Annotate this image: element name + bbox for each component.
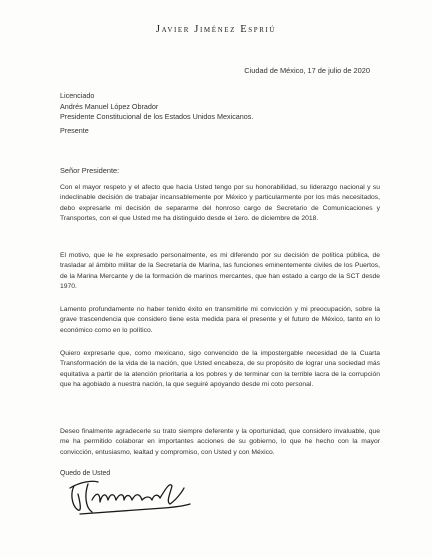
recipient-name: Andrés Manuel López Obrador [60, 101, 159, 111]
paragraph-5: Deseo finalmente agradecerle su trato siempre deferente y la oportunidad, que considero invaluable, que me ha permitido colaborar en importantes acciones de su gobierno, lo que he hecho con la mayor convicción, entusiasmo, lealtad y compromiso, con Usted y con México. [60, 428, 380, 456]
recipient-block [60, 91, 253, 123]
handwritten-signature [66, 466, 196, 518]
recipient-position: Presidente Constitucional de los Estados Unidos Mexicanos. [60, 112, 254, 122]
greeting: Señor Presidente: [60, 166, 120, 175]
paragraph-3: Lamento profundamente no haber tenido éxito en transmitirle mi convicción y mi preocupación, sobre la grave trascendencia que considero tiene esta medida para el presente y el futuro de México, tanto en lo económico como en lo político. [60, 306, 380, 334]
paragraph-4: Quiero expresarle que, como mexicano, sigo convencido de la impostergable necesidad de la Cuarta Transformación de la vida de la nación, que Usted encabeza, de su propósito de lograr una sociedad más equitativa a partir de la atención prioritaria a los pobres y de terminar con la terrible lacra de la corrupción que ha agobiado a nuestra nación, la que seguiré apoyando desde mi coto personal. [60, 350, 380, 389]
presente-line: Presente [60, 126, 89, 135]
letter-date: Ciudad de México, 17 de julio de 2020 [244, 66, 370, 75]
closing-line: Quedo de Usted [60, 470, 111, 477]
letterhead-name: Javier Jiménez Espriú [155, 24, 277, 35]
paragraph-1: Con el mayor respeto y el afecto que hacia Usted tengo por su honorabilidad, su liderazgo nacional y su indeclinable decisión de trabajar incansablemente por México y particularmente por los más necesitados, debo expresarle mi decisión de separarme del honroso cargo de Secretario de Comunicaciones y Transportes, con el que Usted me ha distinguido desde el 1ero. de diciembre de 2018. [60, 184, 380, 223]
recipient-title: Licenciado [60, 91, 95, 100]
paragraph-2: El motivo, que le he expresado personalmente, es mi diferendo por su decisión de política pública, de trasladar al ámbito militar de la Secretaría de Marina, las funciones eminentemente civiles de los Puertos, de la Marina Mercante y de la formación de marinos mercantes, que han estado a cargo de la SCT desde 1970. [60, 252, 380, 291]
